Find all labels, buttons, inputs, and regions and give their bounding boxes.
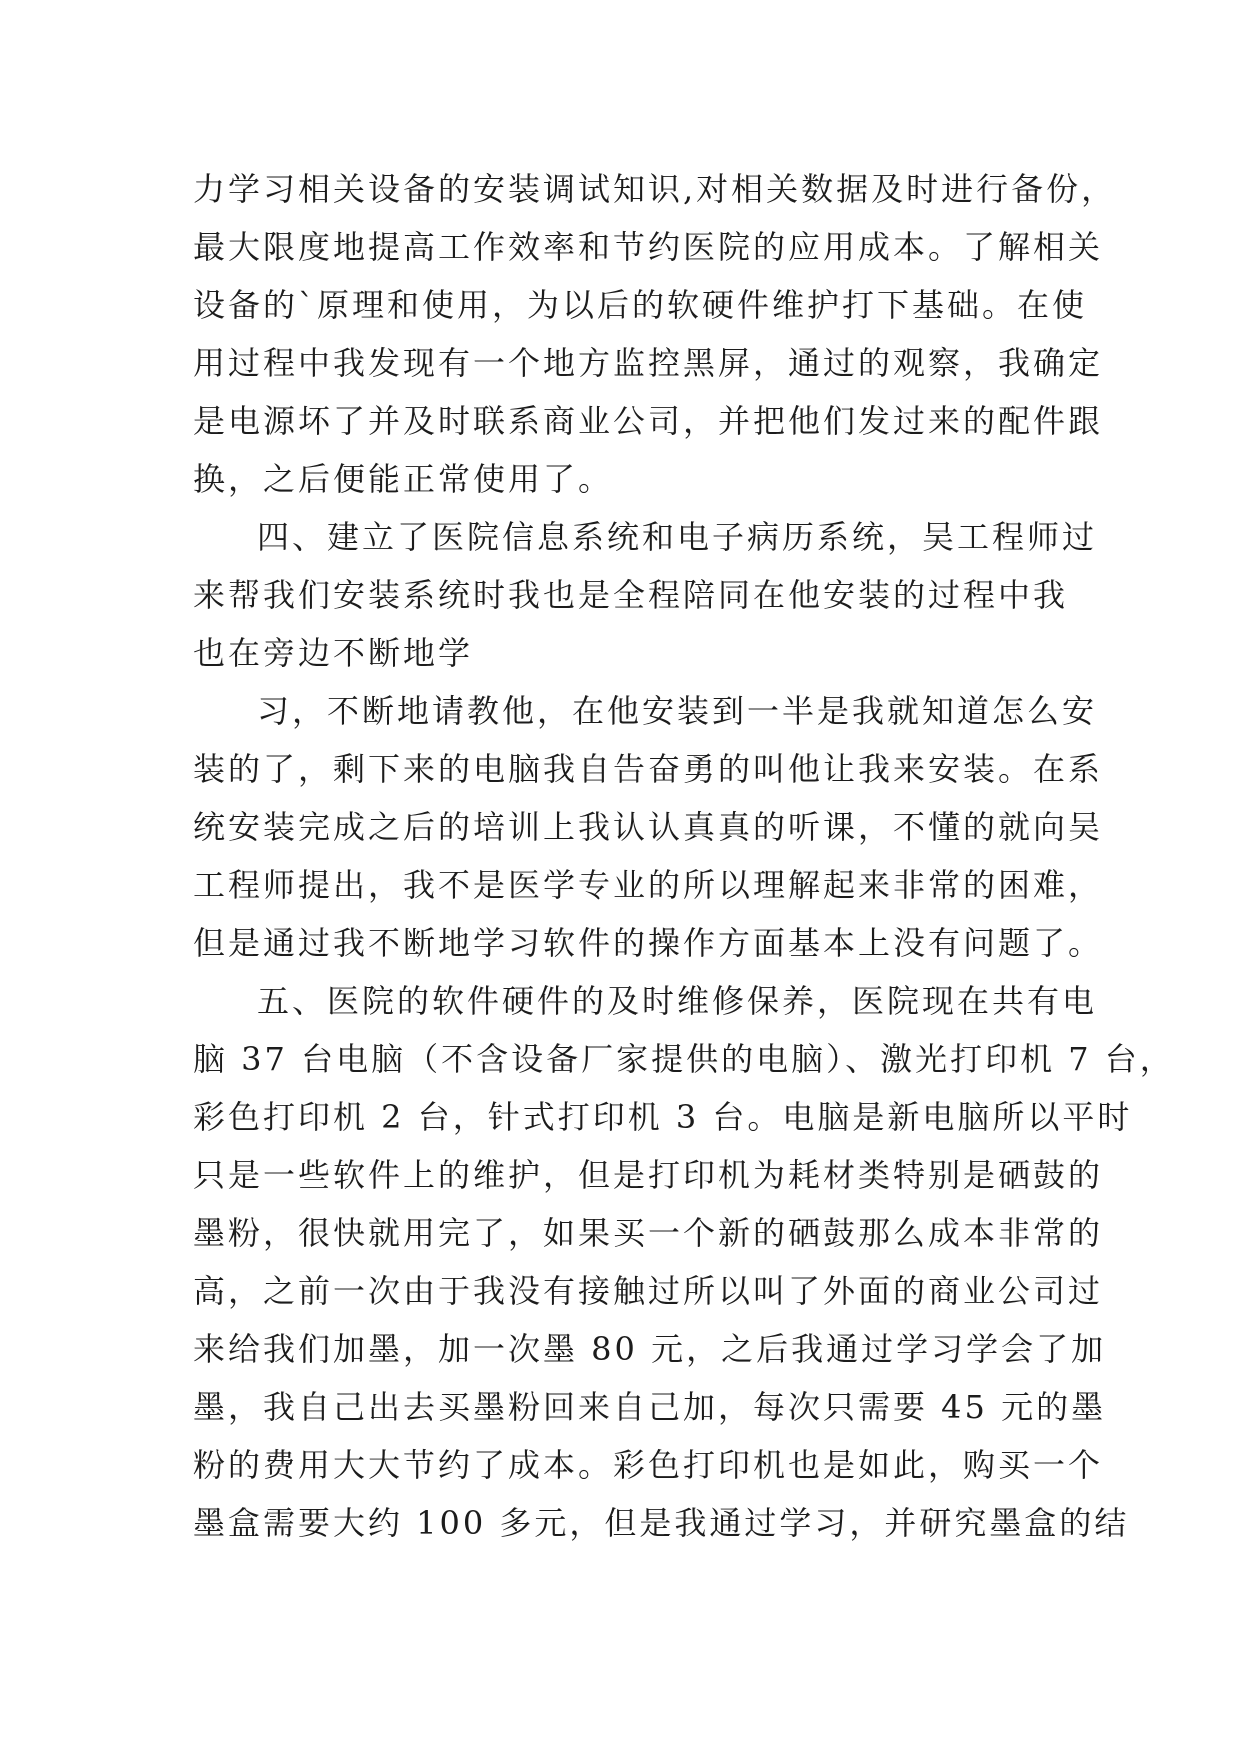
text-line: 墨，我自己出去买墨粉回来自己加，每次只需要 45 元的墨	[193, 1388, 1107, 1426]
text-line: 也在旁边不断地学	[193, 634, 474, 672]
text-line: 来帮我们安装系统时我也是全程陪同在他安装的过程中我	[193, 576, 1069, 614]
text-line: 彩色打印机 2 台，针式打印机 3 台。电脑是新电脑所以平时	[193, 1098, 1133, 1136]
text-line: 统安装完成之后的培训上我认认真真的听课，不懂的就向吴	[193, 808, 1104, 846]
text-line: 是电源坏了并及时联系商业公司，并把他们发过来的配件跟	[193, 402, 1104, 440]
body-text	[193, 160, 1175, 1552]
paragraph-start-line: 四、建立了医院信息系统和电子病历系统，吴工程师过	[257, 518, 1098, 556]
text-line: 高，之前一次由于我没有接触过所以叫了外面的商业公司过	[193, 1272, 1104, 1310]
text-line: 用过程中我发现有一个地方监控黑屏，通过的观察，我确定	[193, 344, 1104, 382]
text-line: 墨盒需要大约 100 多元，但是我通过学习，并研究墨盒的结	[193, 1504, 1130, 1542]
text-line: 力学习相关设备的安装调试知识,对相关数据及时进行备份，	[193, 170, 1117, 208]
text-line: 脑 37 台电脑（不含设备厂家提供的电脑）、激光打印机 7 台，	[193, 1040, 1175, 1078]
text-line: 但是通过我不断地学习软件的操作方面基本上没有问题了。	[193, 924, 1104, 962]
text-line: 设备的`原理和使用，为以后的软硬件维护打下基础。在使	[193, 286, 1088, 324]
text-line: 工程师提出，我不是医学专业的所以理解起来非常的困难，	[193, 866, 1104, 904]
text-line: 最大限度地提高工作效率和节约医院的应用成本。了解相关	[193, 228, 1104, 266]
text-line: 墨粉，很快就用完了，如果买一个新的硒鼓那么成本非常的	[193, 1214, 1104, 1252]
paragraph-start-line: 五、医院的软件硬件的及时维修保养，医院现在共有电	[257, 982, 1098, 1020]
text-line: 换，之后便能正常使用了。	[193, 460, 614, 498]
text-line: 来给我们加墨，加一次墨 80 元，之后我通过学习学会了加	[193, 1330, 1107, 1368]
text-line: 只是一些软件上的维护，但是打印机为耗材类特别是硒鼓的	[193, 1156, 1104, 1194]
paragraph-start-line: 习，不断地请教他，在他安装到一半是我就知道怎么安	[257, 692, 1098, 730]
text-line: 粉的费用大大节约了成本。彩色打印机也是如此，购买一个	[193, 1446, 1104, 1484]
text-line: 装的了，剩下来的电脑我自告奋勇的叫他让我来安装。在系	[193, 750, 1104, 788]
